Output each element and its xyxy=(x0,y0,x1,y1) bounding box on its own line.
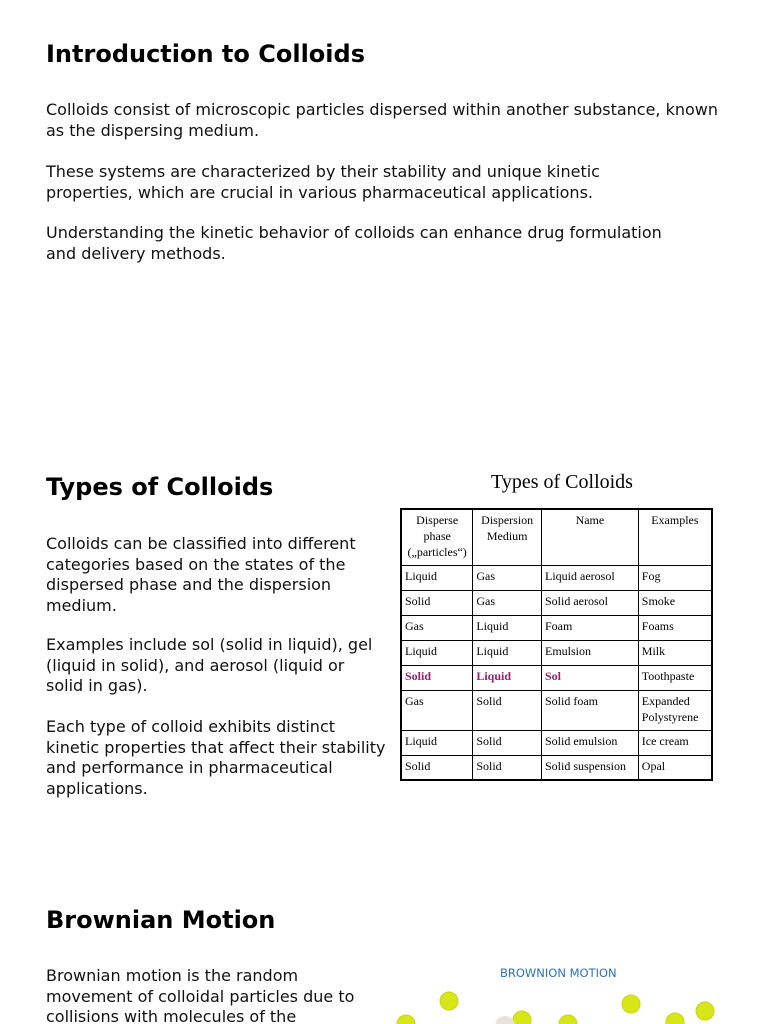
table-cell: Toothpaste xyxy=(638,665,712,690)
table-row xyxy=(401,690,712,730)
table-cell: Liquid xyxy=(401,565,473,590)
types-paragraph: Colloids can be classified into different categories based on the states of the dispersed phase and the dispersion medium. xyxy=(46,534,356,615)
table-cell: Gas xyxy=(401,615,473,640)
table-header-row xyxy=(401,509,712,565)
table-cell: Gas xyxy=(401,690,473,730)
table-cell: Solid foam xyxy=(542,690,639,730)
table-cell: Liquid xyxy=(473,640,542,665)
table-cell: Solid xyxy=(473,755,542,780)
table-row xyxy=(401,590,712,615)
table-title: Types of Colloids xyxy=(491,471,633,493)
types-paragraph: Each type of colloid exhibits distinct kinetic properties that affect their stability and performance in pharmaceutical applications. xyxy=(46,717,386,798)
header-dispersion-medium: Dispersion Medium xyxy=(473,509,542,565)
types-paragraph: Examples include sol (solid in liquid), gel (liquid in solid), and aerosol (liquid or solid in gas). xyxy=(46,635,373,695)
table-cell: Liquid aerosol xyxy=(542,565,639,590)
table-cell: Sol xyxy=(542,665,639,690)
particle xyxy=(666,1013,684,1024)
table-cell: Liquid xyxy=(473,615,542,640)
intro-title: Introduction to Colloids xyxy=(46,40,365,68)
table-cell: Solid xyxy=(401,590,473,615)
particle xyxy=(622,995,640,1013)
colloid-types-table-figure xyxy=(400,466,714,781)
table-row xyxy=(401,640,712,665)
table-cell: Emulsion xyxy=(542,640,639,665)
particle xyxy=(440,992,458,1010)
colloid-types-table xyxy=(400,508,713,781)
table-cell: Liquid xyxy=(473,665,542,690)
table-cell: Solid suspension xyxy=(542,755,639,780)
particle xyxy=(559,1015,577,1024)
table-cell: Gas xyxy=(473,565,542,590)
types-title: Types of Colloids xyxy=(46,473,274,501)
header-examples: Examples xyxy=(638,509,712,565)
table-cell: Solid emulsion xyxy=(542,730,639,755)
table-cell: Smoke xyxy=(638,590,712,615)
header-disperse-phase: Disperse phase („particles“) xyxy=(401,509,473,565)
intro-paragraph: Colloids consist of microscopic particles dispersed within another substance, known as the dispersing medium. xyxy=(46,100,719,140)
table-row xyxy=(401,730,712,755)
table-cell: Solid aerosol xyxy=(542,590,639,615)
table-cell: Solid xyxy=(401,665,473,690)
table-cell: Expanded Polystyrene xyxy=(638,690,712,730)
table-row xyxy=(401,615,712,640)
table-row xyxy=(401,755,712,780)
brownian-figure-label: BROWNION MOTION xyxy=(500,966,617,980)
brownian-paragraph: Brownian motion is the random movement of colloidal particles due to collisions with molecules of the xyxy=(46,966,355,1024)
table-cell: Solid xyxy=(401,755,473,780)
intro-paragraph: Understanding the kinetic behavior of colloids can enhance drug formulation and delivery methods. xyxy=(46,223,662,263)
particle xyxy=(397,1015,415,1024)
header-name: Name xyxy=(542,509,639,565)
table-cell: Gas xyxy=(473,590,542,615)
table-cell: Opal xyxy=(638,755,712,780)
table-cell: Liquid xyxy=(401,730,473,755)
table-row-highlighted xyxy=(401,665,712,690)
particle xyxy=(513,1011,531,1024)
table-cell: Ice cream xyxy=(638,730,712,755)
table-cell: Solid xyxy=(473,690,542,730)
table-row xyxy=(401,565,712,590)
table-cell: Fog xyxy=(638,565,712,590)
intro-paragraph: These systems are characterized by their stability and unique kinetic properties, which are crucial in various pharmaceutical applications. xyxy=(46,162,600,202)
table-cell: Foams xyxy=(638,615,712,640)
brownian-title: Brownian Motion xyxy=(46,906,276,934)
table-cell: Milk xyxy=(638,640,712,665)
table-cell: Foam xyxy=(542,615,639,640)
brownian-motion-figure xyxy=(392,958,722,1024)
table-cell: Liquid xyxy=(401,640,473,665)
molecule xyxy=(495,1016,515,1024)
table-cell: Solid xyxy=(473,730,542,755)
particle xyxy=(696,1002,714,1020)
